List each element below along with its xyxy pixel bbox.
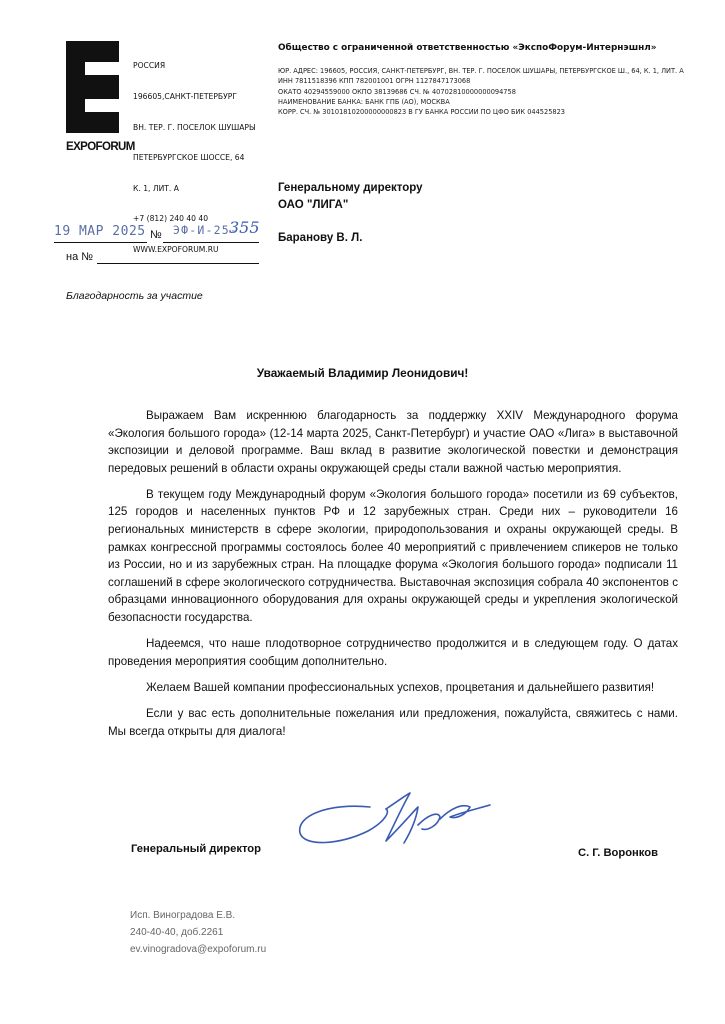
executor-name: Исп. Виноградова Е.В. (130, 910, 236, 921)
body-paragraph: Желаем Вашей компании профессиональных успехов, процветания и дальнейшего развития! (146, 680, 655, 694)
address-line: ПЕТЕРБУРГСКОЕ ШОССЕ, 64 (133, 153, 245, 163)
body-paragraph: В текущем году Международный форум «Экология большого города» посетили из 69 субъектов, 125 городов и населенных пунктов РФ и 12 зарубежных стран. Среди них – руководители 16 региональных министерств в сфере экологии, природопользования и охраны окружающей среды. В рамках конгрессной программы состоялось более 40 мероприятий с привлечением спикеров не только из России, но и из зарубежных стран. На площадке форума «Экология большого города» подписали 11 соглашений в сфере экологического сотрудничества. Выставочная экспозиция собрала 40 экспонентов с образцами инновационного оборудования для охраны окружающей среды и укрепления экологической безопасности государства. (108, 487, 678, 625)
addressee-organization: ОАО "ЛИГА" (278, 199, 349, 211)
company-requisites (278, 66, 684, 117)
company-full-name: Общество с ограниченной ответственностью «ЭкспоФорум-Интернэшнл» (278, 43, 657, 53)
executor-contacts (130, 907, 266, 958)
letter-body (108, 407, 678, 749)
signatory-name: С. Г. Воронков (578, 847, 658, 859)
address-line: 196605,САНКТ-ПЕТЕРБУРГ (133, 92, 237, 102)
expoforum-logo (66, 41, 119, 133)
addressee-position: Генеральному директору (278, 182, 423, 194)
requisite-line: ЮР. АДРЕС: 196605, РОССИЯ, САНКТ-ПЕТЕРБУРГ, ВН. ТЕР. Г. ПОСЕЛОК ШУШАРЫ, ПЕТЕРБУРГСКОЕ Ш., 64, К. 1, ЛИТ. А (278, 67, 684, 75)
addressee-block (278, 180, 423, 214)
outgoing-number-stamp: ЭФ-И-25- (173, 223, 238, 237)
body-paragraph: Если у вас есть дополнительные пожелания или предложения, пожалуйста, свяжитесь с нами. Мы всегда открыты для диалога! (108, 706, 678, 738)
executor-phone: 240-40-40, доб.2261 (130, 927, 224, 938)
address-line: ВН. ТЕР. Г. ПОСЕЛОК ШУШАРЫ (133, 122, 256, 132)
brand-name: EXPOFORUM (66, 141, 135, 153)
date-stamp: 19 МАР 2025 (54, 224, 146, 239)
date-underline (54, 242, 147, 243)
address-line: РОССИЯ (133, 61, 166, 71)
website-line: WWW.EXPOFORUM.RU (133, 245, 219, 255)
signatory-position: Генеральный директор (131, 843, 261, 855)
address-line: К. 1, ЛИТ. А (133, 183, 179, 193)
requisite-line: ОКАТО 40294559000 ОКПО 38139686 СЧ. № 40702810000000094758 (278, 87, 516, 96)
requisite-line: НАИМЕНОВАНИЕ БАНКА: БАНК ГПБ (АО), МОСКВА (278, 97, 450, 106)
number-underline (163, 242, 259, 243)
phone-line: +7 (812) 240 40 40 (133, 214, 209, 224)
salutation: Уважаемый Владимир Леонидович! (256, 366, 469, 380)
body-paragraph: Надеемся, что наше плодотворное сотрудничество продолжится и в следующем году. О датах проведения мероприятия сообщим дополнительно. (108, 637, 678, 668)
letter-subject: Благодарность за участие (66, 290, 203, 302)
addressee-name: Баранову В. Л. (278, 232, 363, 244)
reference-number-label: на № (66, 251, 94, 263)
handwritten-signature (290, 785, 510, 875)
requisite-line: ИНН 7811518396 КПП 782001001 ОГРН 1127847173068 (278, 77, 471, 86)
requisite-line: КОРР. СЧ. № 30101810200000000823 В ГУ БАНКА РОССИИ ПО ЦФО БИК 044525823 (278, 108, 565, 117)
body-paragraph: Выражаем Вам искреннюю благодарность за поддержку XXIV Международного форума «Экология большого города» (12-14 марта 2025, Санкт-Петербург) и участие ОАО «Лига» в выставочной экспозиции и деловой программе. Ваш вклад в развитие экологической повестки и демонстрация передовых решений в области охраны окружающей среды стали важной частью мероприятия. (108, 409, 678, 475)
reference-underline (97, 263, 259, 264)
outgoing-number-handwritten: 355 (229, 218, 260, 237)
number-label: № (150, 229, 162, 241)
executor-email: ev.vinogradova@expoforum.ru (130, 944, 267, 955)
